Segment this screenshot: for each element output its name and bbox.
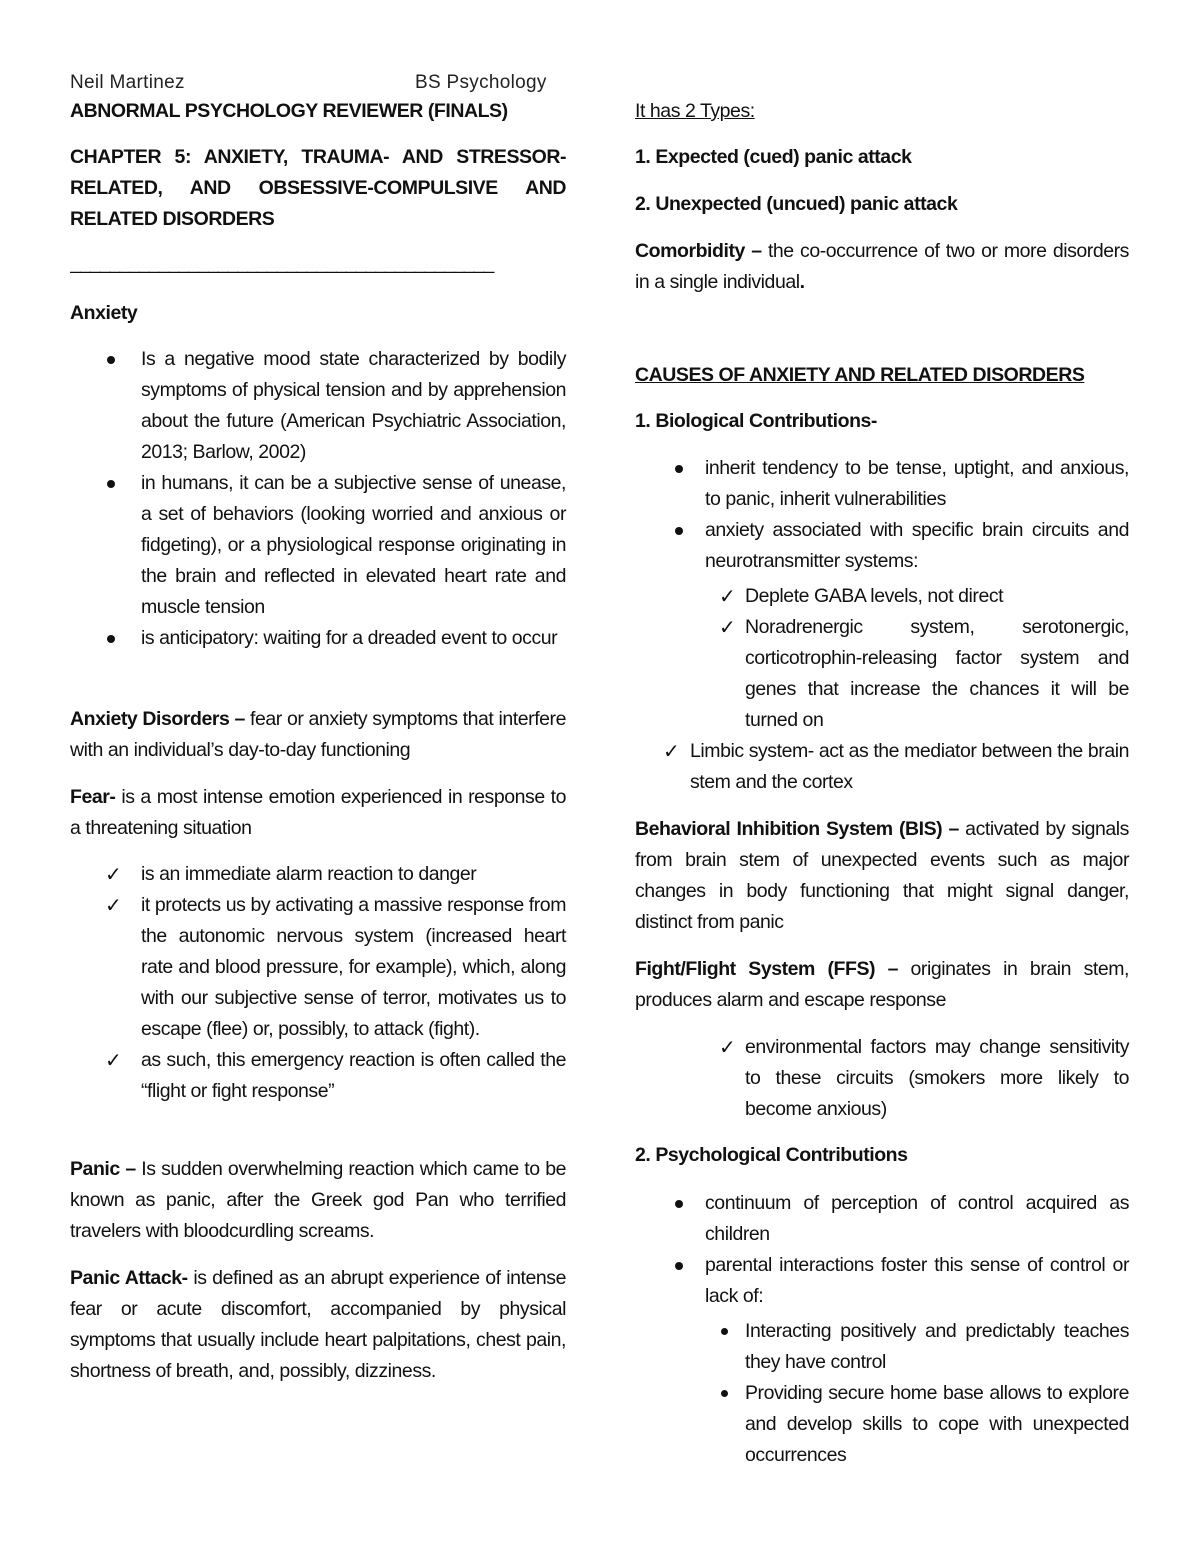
checkmark-icon: ✓ <box>105 893 122 917</box>
bullet-icon <box>675 1262 683 1270</box>
list-item <box>70 623 566 654</box>
ffs-definition <box>635 954 1129 1016</box>
list-item <box>70 344 566 468</box>
anxiety-bullet-1: Is a negative mood state characterized by bodily symptoms of physical tension and by apprehension about the future (American Psychiatric Association, 2013; Barlow, 2002) <box>141 348 566 463</box>
bullet-icon <box>107 480 115 488</box>
list-item <box>635 736 1129 798</box>
checkmark-icon: ✓ <box>719 584 736 608</box>
biological-check-list <box>635 581 1129 798</box>
comorbidity-text: the co-occurrence of two or more disorders in a single individual <box>635 240 1129 293</box>
list-item <box>635 515 1129 577</box>
panic-attack-term: Panic Attack- <box>70 1267 188 1289</box>
author-course: BS Psychology <box>415 72 547 93</box>
panic-text: Is sudden overwhelming reaction which came to be known as panic, after the Greek god Pan who terrified travelers with bloodcurdling screams. <box>70 1158 567 1242</box>
fear-check-1: is an immediate alarm reaction to danger <box>141 863 477 885</box>
list-item <box>635 581 1129 612</box>
list-item <box>70 1045 566 1107</box>
bullet-icon <box>675 527 683 535</box>
list-item <box>70 859 566 890</box>
divider-line: ___________________________________________ <box>70 252 494 274</box>
fear-check-3: as such, this emergency reaction is often called the “flight or fight response” <box>141 1049 566 1102</box>
biological-bullet-2: anxiety associated with specific brain circuits and neurotransmitter systems: <box>705 519 1129 572</box>
anxiety-bullet-2: in humans, it can be a subjective sense of unease, a set of behaviors (looking worried and anxious or fidgeting), or a physiological response originating in the brain and reflected in elevated heart rate and muscle tension <box>141 472 566 618</box>
biological-bullet-list <box>635 453 1129 577</box>
anxiety-disorders-text: fear or anxiety symptoms that interfere with an individual’s day-to-day functioning <box>70 708 566 761</box>
psychological-sub-2: Providing secure home base allows to explore and develop skills to cope with unexpected occurrences <box>745 1382 1129 1466</box>
fear-text: is a most intense emotion experienced in response to a threatening situation <box>70 786 566 839</box>
limbic-system-note: Limbic system- act as the mediator between the brain stem and the cortex <box>690 740 1129 793</box>
ffs-check-1: environmental factors may change sensitivity to these circuits (smokers more likely to become anxious) <box>745 1036 1129 1120</box>
bullet-icon <box>721 1328 728 1335</box>
bullet-icon <box>675 1200 683 1208</box>
list-item <box>635 1032 1129 1125</box>
biological-check-1: Deplete GABA levels, not direct <box>745 585 1004 607</box>
comorbidity-period: . <box>799 271 805 293</box>
anxiety-heading: Anxiety <box>70 302 138 324</box>
fear-check-2: it protects us by activating a massive response from the autonomic nervous system (increased heart rate and blood pressure, for example), which, along with our subjective sense of terror, motivates us to escape (flee) or, possibly, to attack (fight). <box>141 894 566 1040</box>
document-title: ABNORMAL PSYCHOLOGY REVIEWER (FINALS) <box>70 100 508 122</box>
bullet-icon <box>107 356 115 364</box>
fear-term: Fear- <box>70 786 116 808</box>
bullet-icon <box>675 465 683 473</box>
list-item <box>70 890 566 1045</box>
causes-heading: CAUSES OF ANXIETY AND RELATED DISORDERS <box>635 364 1085 386</box>
fear-check-list <box>70 859 566 1107</box>
ffs-text: originates in brain stem, produces alarm and escape response <box>635 958 1130 1011</box>
list-item <box>635 1250 1129 1312</box>
panic-attack-definition <box>70 1263 566 1387</box>
bullet-icon <box>721 1390 728 1397</box>
panic-term: Panic – <box>70 1158 136 1180</box>
list-item <box>635 1378 1129 1471</box>
ffs-term: Fight/Flight System (FFS) – <box>635 958 898 980</box>
panic-type-2: 2. Unexpected (uncued) panic attack <box>635 193 958 215</box>
list-item <box>70 468 566 623</box>
checkmark-icon: ✓ <box>105 862 122 886</box>
psychological-bullet-2: parental interactions foster this sense of control or lack of: <box>705 1254 1129 1307</box>
author-name: Neil Martinez <box>70 72 185 93</box>
panic-definition <box>70 1154 566 1247</box>
panic-attack-text: is defined as an abrupt experience of intense fear or acute discomfort, accompanied by physical symptoms that usually include heart palpitations, chest pain, shortness of breath, and, possibly, dizziness. <box>70 1267 566 1382</box>
anxiety-bullet-3: is anticipatory: waiting for a dreaded event to occur <box>141 627 558 649</box>
fear-definition <box>70 782 566 844</box>
list-item <box>635 1188 1129 1250</box>
biological-check-2: Noradrenergic system, serotonergic, corticotrophin-releasing factor system and genes that increase the chances it will be turned on <box>745 616 1129 731</box>
bis-term: Behavioral Inhibition System (BIS) – <box>635 818 959 840</box>
anxiety-bullet-list <box>70 344 566 654</box>
ffs-check-list <box>635 1032 1129 1125</box>
list-item <box>635 1316 1129 1378</box>
biological-bullet-1: inherit tendency to be tense, uptight, and anxious, to panic, inherit vulnerabilities <box>705 457 1129 510</box>
checkmark-icon: ✓ <box>105 1048 122 1072</box>
biological-heading: 1. Biological Contributions- <box>635 410 877 432</box>
anxiety-disorders-definition <box>70 704 566 766</box>
list-item <box>635 612 1129 736</box>
checkmark-icon: ✓ <box>719 1035 736 1059</box>
psychological-heading: 2. Psychological Contributions <box>635 1144 908 1166</box>
chapter-title: CHAPTER 5: ANXIETY, TRAUMA- AND STRESSOR-RELATED, AND OBSESSIVE-COMPULSIVE AND RELATED DISORDERS <box>70 146 566 230</box>
comorbidity-term: Comorbidity – <box>635 240 762 262</box>
psychological-sub-1: Interacting positively and predictably teaches they have control <box>745 1320 1129 1373</box>
psychological-sub-list <box>635 1316 1129 1471</box>
panic-type-1: 1. Expected (cued) panic attack <box>635 146 912 168</box>
bis-definition <box>635 814 1129 938</box>
comorbidity-definition <box>635 236 1129 298</box>
list-item <box>635 453 1129 515</box>
checkmark-icon: ✓ <box>719 615 736 639</box>
bullet-icon <box>107 635 115 643</box>
bis-text: activated by signals from brain stem of unexpected events such as major changes in body functioning that might signal danger, distinct from panic <box>635 818 1129 933</box>
psychological-bullet-1: continuum of perception of control acquired as children <box>705 1192 1129 1245</box>
anxiety-disorders-term: Anxiety Disorders – <box>70 708 245 730</box>
checkmark-icon: ✓ <box>663 739 680 763</box>
types-heading: It has 2 Types: <box>635 100 755 122</box>
psychological-bullet-list <box>635 1188 1129 1312</box>
